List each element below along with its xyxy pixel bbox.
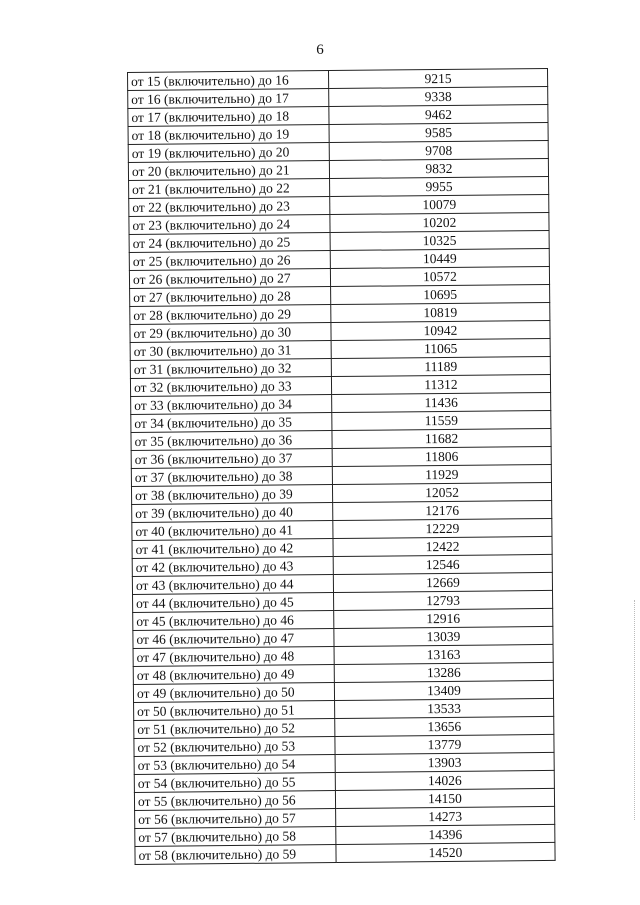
range-cell: от 51 (включительно) до 52 <box>134 719 335 739</box>
range-cell: от 21 (включительно) до 22 <box>129 179 330 199</box>
range-cell: от 39 (включительно) до 40 <box>132 503 333 523</box>
value-cell: 10325 <box>330 230 549 250</box>
range-cell: от 23 (включительно) до 24 <box>129 215 330 235</box>
value-cell: 10079 <box>330 194 549 214</box>
value-cell: 9585 <box>329 122 548 142</box>
value-cell: 10449 <box>330 248 549 268</box>
value-cell: 12916 <box>334 608 553 628</box>
value-cell: 11929 <box>332 464 551 484</box>
range-cell: от 53 (включительно) до 54 <box>134 755 335 775</box>
value-cell: 14026 <box>335 770 554 790</box>
value-cell: 9338 <box>329 86 548 106</box>
value-cell: 10695 <box>331 284 550 304</box>
value-cell: 11436 <box>332 392 551 412</box>
range-cell: от 42 (включительно) до 43 <box>132 557 333 577</box>
range-cell: от 25 (включительно) до 26 <box>129 251 330 271</box>
range-cell: от 34 (включительно) до 35 <box>131 413 332 433</box>
value-cell: 11065 <box>331 338 550 358</box>
range-cell: от 58 (включительно) до 59 <box>135 845 336 865</box>
range-cell: от 46 (включительно) до 47 <box>133 629 334 649</box>
value-cell: 12176 <box>333 500 552 520</box>
value-cell: 13286 <box>334 662 553 682</box>
range-cell: от 43 (включительно) до 44 <box>132 575 333 595</box>
value-cell: 13779 <box>335 734 554 754</box>
range-cell: от 28 (включительно) до 29 <box>130 305 331 325</box>
range-cell: от 41 (включительно) до 42 <box>132 539 333 559</box>
value-cell: 11189 <box>331 356 550 376</box>
range-cell: от 33 (включительно) до 34 <box>131 395 332 415</box>
rate-table-body <box>128 68 556 864</box>
value-cell: 12229 <box>333 518 552 538</box>
value-cell: 13533 <box>335 698 554 718</box>
table-row <box>135 842 555 864</box>
value-cell: 14273 <box>336 806 555 826</box>
range-cell: от 27 (включительно) до 28 <box>130 287 331 307</box>
value-cell: 12669 <box>333 572 552 592</box>
value-cell: 10202 <box>330 212 549 232</box>
range-cell: от 40 (включительно) до 41 <box>132 521 333 541</box>
value-cell: 9832 <box>329 158 548 178</box>
value-cell: 14150 <box>335 788 554 808</box>
value-cell: 13903 <box>335 752 554 772</box>
rate-table-container <box>127 68 556 865</box>
range-cell: от 54 (включительно) до 55 <box>134 773 335 793</box>
range-cell: от 31 (включительно) до 32 <box>130 359 331 379</box>
range-cell: от 26 (включительно) до 27 <box>129 269 330 289</box>
range-cell: от 56 (включительно) до 57 <box>135 809 336 829</box>
value-cell: 10942 <box>331 320 550 340</box>
value-cell: 13039 <box>334 626 553 646</box>
range-cell: от 52 (включительно) до 53 <box>134 737 335 757</box>
value-cell: 9215 <box>328 68 547 88</box>
value-cell: 11806 <box>332 446 551 466</box>
range-cell: от 24 (включительно) до 25 <box>129 233 330 253</box>
range-cell: от 44 (включительно) до 45 <box>133 593 334 613</box>
value-cell: 9708 <box>329 140 548 160</box>
range-cell: от 55 (включительно) до 56 <box>134 791 335 811</box>
value-cell: 12793 <box>334 590 553 610</box>
range-cell: от 35 (включительно) до 36 <box>131 431 332 451</box>
value-cell: 14396 <box>336 824 555 844</box>
value-cell: 12052 <box>332 482 551 502</box>
range-cell: от 17 (включительно) до 18 <box>128 107 329 127</box>
range-cell: от 50 (включительно) до 51 <box>134 701 335 721</box>
value-cell: 11682 <box>332 428 551 448</box>
range-cell: от 36 (включительно) до 37 <box>131 449 332 469</box>
range-cell: от 45 (включительно) до 46 <box>133 611 334 631</box>
range-cell: от 48 (включительно) до 49 <box>133 665 334 685</box>
value-cell: 14520 <box>336 842 555 862</box>
range-cell: от 38 (включительно) до 39 <box>131 485 332 505</box>
value-cell: 12422 <box>333 536 552 556</box>
range-cell: от 29 (включительно) до 30 <box>130 323 331 343</box>
value-cell: 10819 <box>331 302 550 322</box>
range-cell: от 15 (включительно) до 16 <box>128 71 329 91</box>
value-cell: 9955 <box>330 176 549 196</box>
value-cell: 11559 <box>332 410 551 430</box>
value-cell: 13656 <box>335 716 554 736</box>
value-cell: 13409 <box>334 680 553 700</box>
range-cell: от 20 (включительно) до 21 <box>128 161 329 181</box>
range-cell: от 16 (включительно) до 17 <box>128 89 329 109</box>
range-cell: от 32 (включительно) до 33 <box>130 377 331 397</box>
rate-table <box>127 68 556 865</box>
range-cell: от 22 (включительно) до 23 <box>129 197 330 217</box>
range-cell: от 18 (включительно) до 19 <box>128 125 329 145</box>
value-cell: 12546 <box>333 554 552 574</box>
range-cell: от 57 (включительно) до 58 <box>135 827 336 847</box>
page-number: 6 <box>316 42 324 58</box>
value-cell: 11312 <box>331 374 550 394</box>
range-cell: от 19 (включительно) до 20 <box>128 143 329 163</box>
range-cell: от 47 (включительно) до 48 <box>133 647 334 667</box>
range-cell: от 37 (включительно) до 38 <box>131 467 332 487</box>
value-cell: 10572 <box>330 266 549 286</box>
range-cell: от 49 (включительно) до 50 <box>133 683 334 703</box>
scan-edge-mark <box>634 600 636 820</box>
value-cell: 13163 <box>334 644 553 664</box>
range-cell: от 30 (включительно) до 31 <box>130 341 331 361</box>
value-cell: 9462 <box>329 104 548 124</box>
